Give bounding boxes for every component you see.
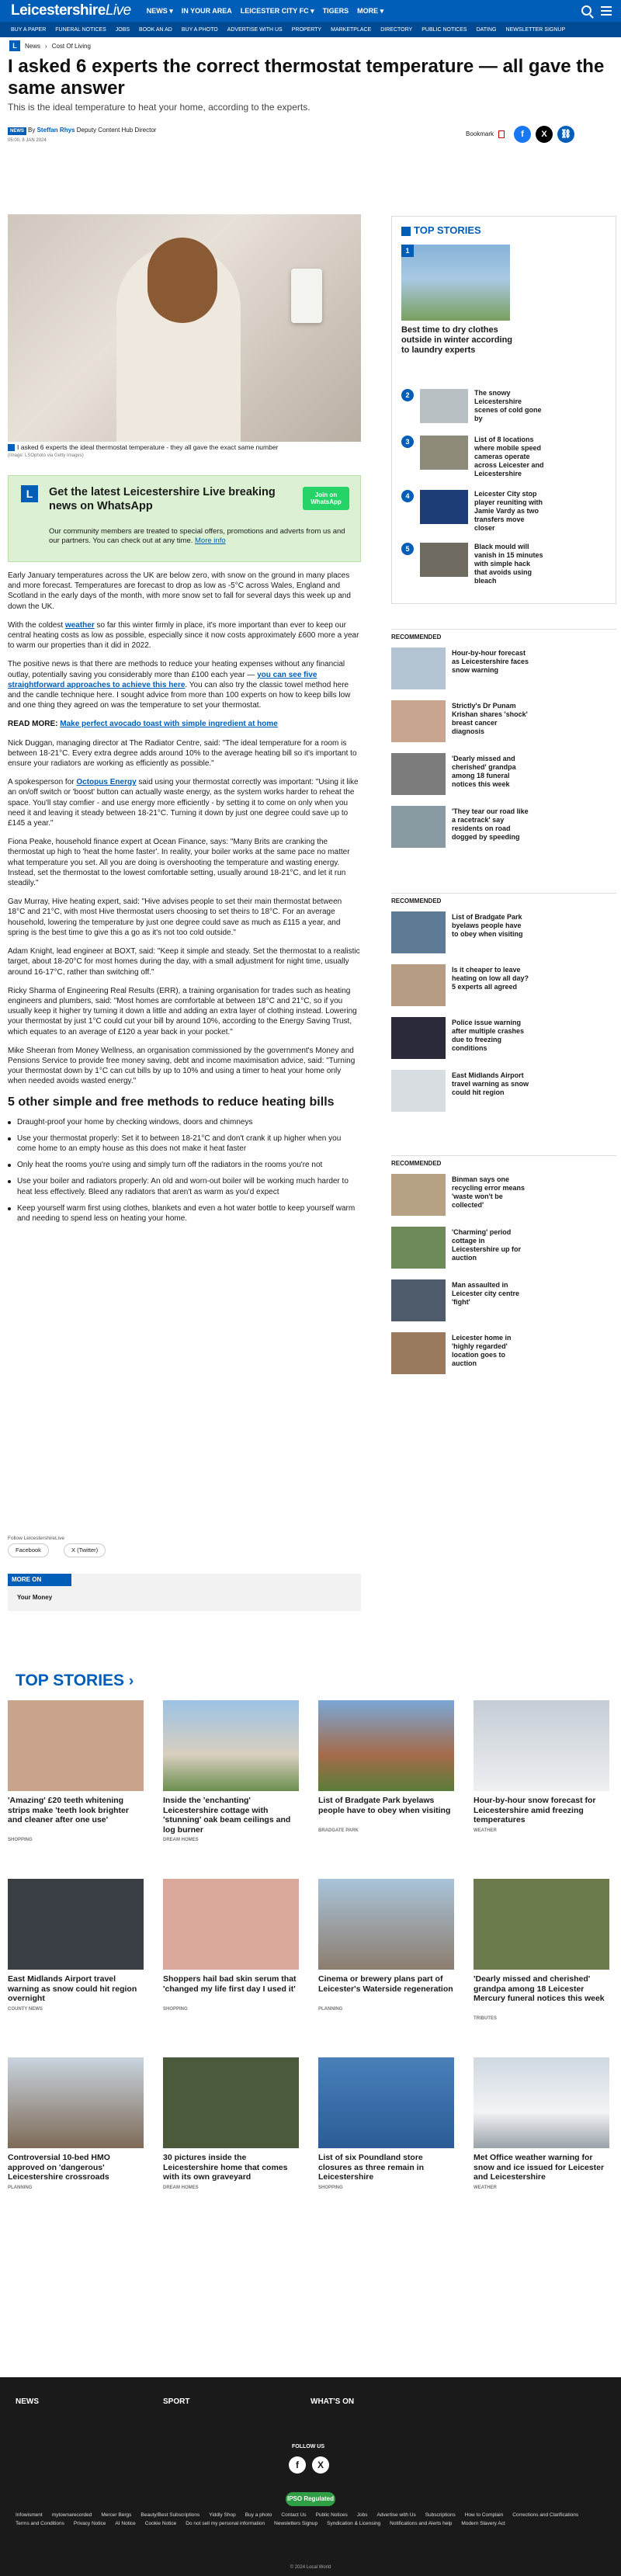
by-prefix: By <box>28 127 36 134</box>
story-image <box>474 1879 609 1970</box>
list-item: Use your boiler and radiators properly: An old and worn-out boiler will be working much harder to heat less effectively. Bleed any radiators that aren't as warm as you'd expect <box>8 1176 361 1196</box>
more-on-label: MORE ON <box>8 1574 71 1586</box>
featured-story-image[interactable] <box>401 245 510 321</box>
story-card[interactable] <box>163 1700 299 1863</box>
copyright: © 2024 Local World <box>290 2565 331 2570</box>
menu-icon[interactable] <box>601 6 612 16</box>
subnav-newsletter[interactable]: NEWSLETTER SIGNUP <box>505 26 566 33</box>
top-bar <box>0 0 621 22</box>
story-thumbnail <box>391 911 446 953</box>
subnav-funeral-notices[interactable]: FUNERAL NOTICES <box>55 26 106 33</box>
list-item[interactable] <box>391 700 616 755</box>
image-caption <box>8 443 361 451</box>
bookmark-label: Bookmark <box>466 130 494 138</box>
story-title: The snowy Leicestershire scenes of cold gone by <box>474 389 542 422</box>
story-title: Met Office weather warning for snow and ice issued for Leicester and Leicestershire <box>474 2153 605 2182</box>
story-title: 'Dearly missed and cherished' grandpa among 18 funeral notices this week <box>452 755 516 788</box>
list-item[interactable] <box>401 436 611 477</box>
story-category: BRADGATE PARK <box>318 1828 359 1833</box>
breadcrumb <box>9 40 91 51</box>
whatsapp-promo <box>8 475 361 562</box>
sidebar-top-stories-label: TOP STORIES <box>414 224 481 236</box>
sidebar-top-stories <box>391 216 616 604</box>
story-title: Strictly's Dr Punam Krishan shares 'shock' breast cancer diagnosis <box>452 702 528 735</box>
sidebar-top-stories-heading <box>401 224 481 236</box>
subnav-marketplace[interactable]: MARKETPLACE <box>331 26 372 33</box>
share-x-icon[interactable]: X <box>536 126 553 143</box>
paragraph: Mike Sheeran from Money Wellness, an organisation commissioned by the government's Money and Pensions Service to provide free money saving, debt and income maximisation advice, said: "Turning your thermostat down by 1°C can cut bills by up to 10% and using a timer to heat your home only when needed avoids wasted energy." <box>8 1046 356 1086</box>
bookmark-icon <box>498 130 505 138</box>
story-thumbnail <box>391 964 446 1006</box>
story-title: 'Amazing' £20 teeth whitening strips make 'teeth look brighter and cleaner after one use' <box>8 1796 129 1824</box>
story-thumbnail <box>420 389 468 423</box>
story-card[interactable] <box>474 2057 609 2220</box>
crumb-cost-of-living[interactable]: Cost Of Living <box>51 42 91 50</box>
story-title: 'They tear our road like a racetrack' say residents on road dogged by speeding <box>452 807 529 841</box>
story-card[interactable] <box>8 2057 144 2220</box>
footer-link[interactable]: Corrections and Clarifications <box>512 2512 579 2518</box>
list-item[interactable] <box>391 753 616 807</box>
list-item[interactable] <box>391 1279 616 1334</box>
top-stories-label: TOP STORIES <box>16 1672 125 1689</box>
story-title: Leicester home in 'highly regarded' location goes to auction <box>452 1334 512 1367</box>
story-thumbnail <box>391 647 446 689</box>
story-thumbnail <box>391 806 446 848</box>
story-category: DREAM HOMES <box>163 1838 199 1842</box>
five-approaches-link[interactable]: you can see five straightforward approaches to achieve this here <box>8 670 317 689</box>
story-card[interactable] <box>163 1879 299 2042</box>
nav-leicester-city-fc[interactable]: LEICESTER CITY FC ▾ <box>240 6 314 15</box>
ipso-regulated-badge[interactable]: IPSO Regulated <box>286 2492 335 2506</box>
footer-x-icon[interactable]: X <box>312 2456 329 2474</box>
story-image <box>318 2057 454 2148</box>
story-title: Is it cheaper to leave heating on low all day? 5 experts all agreed <box>452 966 529 991</box>
read-more <box>8 719 361 729</box>
page-title: I asked 6 experts the correct thermostat temperature — all gave the same answer <box>8 56 605 99</box>
share-link-icon[interactable]: ⛓ <box>557 126 574 143</box>
whatsapp-title: Get the latest Leicestershire Live breaking news on WhatsApp <box>49 486 276 512</box>
story-image <box>8 1700 144 1791</box>
story-title: List of 8 locations where mobile speed cameras operate across Leicester and Leicestershire <box>474 436 544 477</box>
more-on-box <box>8 1574 361 1611</box>
trending-icon <box>401 227 411 236</box>
footer-link[interactable]: Modern Slavery Act <box>461 2521 505 2526</box>
divider <box>391 1155 616 1156</box>
story-category: DREAM HOMES <box>163 2185 199 2190</box>
read-more-link[interactable]: Make perfect avocado toast with simple ingredient at home <box>60 720 278 729</box>
more-info-link[interactable]: More info <box>195 536 226 545</box>
caption-text: I asked 6 experts the ideal thermostat temperature - they all gave the exact same number <box>17 443 279 451</box>
story-category: WEATHER <box>474 2185 497 2190</box>
footer-link[interactable]: Advertise with Us <box>376 2512 416 2518</box>
crumb-news[interactable]: News <box>25 42 41 50</box>
story-image <box>474 2057 609 2148</box>
story-image <box>474 1700 609 1791</box>
crumb-separator: › <box>45 42 47 50</box>
p5-text-a: A spokesperson for <box>8 778 77 787</box>
footer-facebook-icon[interactable]: f <box>289 2456 306 2474</box>
footer-link[interactable]: Newsletters Signup <box>274 2521 318 2526</box>
footer-link[interactable]: Subscriptions <box>425 2512 456 2518</box>
site-logo[interactable] <box>11 2 131 19</box>
subnav-public-notices[interactable]: PUBLIC NOTICES <box>422 26 467 33</box>
story-category: SHOPPING <box>318 2185 343 2190</box>
paragraph: Ricky Sharma of Engineering Real Results (ERR), a training organisation for trades such as heating engineers and plumbers, said: "Most homes are comfortable at between 18°C and 21°C, so if you usually keep it higher try turning it down a little and adding an extra layer of clothing instead. Lowering your thermostat by just 1°C could cut your bill by around 10%, according to the Energy Saving Trust, which equates to an average of £120 a year back in your pocket." <box>8 986 357 1036</box>
story-card[interactable] <box>318 1700 454 1863</box>
nav-in-your-area[interactable]: IN YOUR AREA <box>181 6 232 15</box>
article-body <box>8 571 361 1230</box>
footer-link[interactable]: mytownarecorded <box>51 2512 92 2518</box>
footer-link[interactable]: Mercer Bergs <box>101 2512 132 2518</box>
story-title: List of six Poundland store closures as three remain in Leicestershire <box>318 2153 424 2182</box>
footer-link[interactable]: Buy a photo <box>245 2512 272 2518</box>
recommended-heading: RECOMMENDED <box>391 897 442 904</box>
divider <box>391 893 616 894</box>
story-title: Leicester City stop player reuniting with Jamie Vardy as two transfers move closer <box>474 490 543 532</box>
bookmark-button[interactable] <box>466 130 505 138</box>
p2-text-a: With the coldest <box>8 620 65 630</box>
list-item[interactable] <box>401 543 611 585</box>
story-image <box>163 1879 299 1970</box>
list-item: Only heat the rooms you're using and simply turn off the radiators in the rooms you're not <box>8 1160 361 1170</box>
story-number: 4 <box>401 490 414 502</box>
story-card[interactable] <box>474 1700 609 1863</box>
list-item[interactable] <box>391 647 616 702</box>
hero-image <box>8 214 361 442</box>
brand-main: Leicestershire <box>11 2 106 19</box>
footer-link[interactable]: Jobs <box>356 2512 368 2518</box>
footer-link[interactable]: Syndication & Licensing <box>327 2521 381 2526</box>
story-thumbnail <box>420 543 468 577</box>
story-thumbnail <box>391 1332 446 1374</box>
p3-text-b: . You can also try the classic towel method here and the candle technique here. I sought advice from more than 100 experts on how to keep bills low and one thing they agreed on was the temperature to set your thermostat. <box>8 680 351 710</box>
list-item[interactable] <box>391 1174 616 1228</box>
story-category: PLANNING <box>318 2007 343 2012</box>
story-title: Shoppers hail bad skin serum that 'changed my life first day I used it' <box>163 1974 297 1994</box>
paragraph: Gav Murray, Hive heating expert, said: "Hive advises people to set their main thermostat between 18°C and 21°C, with most Hive thermostat users choosing to set theirs to 18°C. For an average household, lowering the temperature by just one degree could save as much as £115 a year, and spring is the best time to give this a go as it's not too cold outside." <box>8 897 342 937</box>
story-title: Black mould will vanish in 15 minutes with simple hack that avoids using bleach <box>474 543 543 585</box>
nav-more[interactable]: MORE ▾ <box>357 6 384 15</box>
paragraph: Early January temperatures across the UK are below zero, with snow on the ground in many places and more forecast. Temperatures are forecast to drop as low as -5°C across Wales, England and Scotland in the early days of the month, with more snow set to fall for several days this week up and down the UK. <box>8 571 351 611</box>
story-thumbnail <box>391 1174 446 1216</box>
main-nav <box>147 7 383 16</box>
paragraph <box>8 620 361 651</box>
subnav-property[interactable]: PROPERTY <box>291 26 322 33</box>
image-credit: (Image: LSOphoto via Getty Images) <box>8 453 84 458</box>
camera-icon <box>8 444 15 451</box>
footer-link[interactable]: Cookie Notice <box>144 2521 177 2526</box>
subnav-book-an-ad[interactable]: BOOK AN AD <box>139 26 172 33</box>
divider <box>391 629 616 630</box>
twitter-follow-button[interactable]: X (Twitter) <box>64 1543 106 1557</box>
footer-news-link[interactable]: NEWS <box>16 2397 39 2406</box>
paragraph: Adam Knight, lead engineer at BOXT, said: "Keep it simple and steady. Set the thermostat to a realistic target, about 18-20°C for most homes during the day, with a small adjustment for night time, usually around 16-17°C, rather than switching off." <box>8 947 360 977</box>
story-title: Cinema or brewery plans part of Leicester's Waterside regeneration <box>318 1974 453 1994</box>
subnav-dating[interactable]: DATING <box>476 26 497 33</box>
story-image <box>163 2057 299 2148</box>
story-title: List of Bradgate Park byelaws people have to obey when visiting <box>452 913 523 938</box>
story-title: East Midlands Airport travel warning as snow could hit region <box>452 1071 529 1096</box>
list-item[interactable] <box>391 964 616 1019</box>
story-title: Police issue warning after multiple crashes due to freezing conditions <box>452 1019 525 1052</box>
sub-nav <box>0 22 621 37</box>
story-card[interactable] <box>163 2057 299 2220</box>
chevron-right-icon: › <box>128 1673 134 1689</box>
subnav-advertise[interactable]: ADVERTISE WITH US <box>227 26 283 33</box>
more-on-topic[interactable]: Your Money <box>17 1594 53 1601</box>
list-item[interactable] <box>391 1332 616 1387</box>
footer-link[interactable]: Yiddly Shop <box>209 2512 236 2518</box>
story-thumbnail <box>391 753 446 795</box>
story-title: Binman says one recycling error means 'waste won't be collected' <box>452 1175 526 1209</box>
author-line <box>28 127 156 134</box>
thermostat-device <box>291 269 322 323</box>
story-category: TRIBUTES <box>474 2016 497 2021</box>
paragraph <box>8 777 361 828</box>
story-image <box>318 1879 454 1970</box>
story-title: Controversial 10-bed HMO approved on 'dangerous' Leicestershire crossroads <box>8 2153 110 2182</box>
story-title: East Midlands Airport travel warning as snow could hit region overnight <box>8 1974 137 2003</box>
octopus-energy-link[interactable]: Octopus Energy <box>76 778 137 787</box>
paragraph <box>8 659 361 710</box>
subnav-buy-a-photo[interactable]: BUY A PHOTO <box>181 26 218 33</box>
footer-link[interactable]: AI Notice <box>115 2521 136 2526</box>
facebook-follow-button[interactable]: Facebook <box>8 1543 49 1557</box>
tips-list <box>8 1117 361 1224</box>
byline <box>8 121 605 152</box>
brand-live: Live <box>105 2 131 19</box>
footer-sport-link[interactable]: SPORT <box>163 2397 190 2406</box>
list-item: Use your thermostat properly: Set it to between 18-21°C and don't crank it up higher when you come home to an empty house as this does not make it heat faster <box>8 1134 361 1154</box>
story-image <box>8 1879 144 1970</box>
nav-news[interactable]: NEWS ▾ <box>146 6 173 15</box>
story-category: PLANNING <box>8 2185 33 2190</box>
footer-link[interactable]: Contact Us <box>281 2512 307 2518</box>
story-image <box>163 1700 299 1791</box>
story-number: 5 <box>401 543 414 555</box>
story-image <box>8 2057 144 2148</box>
story-thumbnail <box>391 1279 446 1321</box>
footer-link[interactable]: Terms and Conditions <box>16 2521 64 2526</box>
story-category: WEATHER <box>474 1828 497 1833</box>
story-category: COUNTY NEWS <box>8 2007 43 2012</box>
story-title: List of Bradgate Park byelaws people have to obey when visiting <box>318 1796 451 1815</box>
crumb-logo-icon: L <box>9 40 20 51</box>
story-card[interactable] <box>318 1879 454 2042</box>
story-thumbnail <box>391 1227 446 1269</box>
story-card[interactable] <box>8 1879 144 2042</box>
story-card[interactable] <box>8 1700 144 1863</box>
share-facebook-icon[interactable]: f <box>514 126 531 143</box>
p3-text-a: The positive news is that there are methods to reduce your heating expenses without any financial outlay, potentially saving you considerably more than £100 each year — <box>8 660 345 679</box>
footer-link[interactable]: Privacy Notice <box>73 2521 106 2526</box>
read-more-label: READ MORE: <box>8 720 58 729</box>
tips-heading: 5 other simple and free methods to reduce heating bills <box>8 1095 335 1109</box>
list-item[interactable] <box>391 806 616 860</box>
author-role: Deputy Content Hub Director <box>76 127 157 134</box>
hero-hair <box>147 238 217 323</box>
nav-tigers[interactable]: TIGERS <box>322 6 349 15</box>
story-thumbnail <box>420 490 468 524</box>
follow-us-label: FOLLOW US <box>292 2444 324 2449</box>
paragraph: Nick Duggan, managing director at The Radiator Centre, said: "The ideal temperature for a room is between 18-21°C. Every extra degree adds around 10% to the average heating bill so it's important to ensure your radiators are working as efficiently as possible." <box>8 738 357 769</box>
footer-link[interactable]: Notifications and Alerts help <box>390 2521 453 2526</box>
story-title: Hour-by-hour forecast as Leicestershire faces snow warning <box>452 649 529 674</box>
story-title: Hour-by-hour snow forecast for Leicestershire amid freezing temperatures <box>474 1796 596 1824</box>
story-number: 1 <box>401 245 414 257</box>
weather-link[interactable]: weather <box>64 620 95 630</box>
paragraph: Fiona Peake, household finance expert at Ocean Finance, says: "Many Brits are cranking the thermostat up high to 'heat the home faster'. In reality, your boiler works at the same pace no matter what temperature you set. All you are doing is overshooting the temperature and wasting energy. Instead, set the thermostat to the lowest comfortable setting, usually around 18-21°C, and let it run steadily." <box>8 838 350 888</box>
story-title: 'Charming' period cottage in Leicestershire up for auction <box>452 1228 522 1262</box>
story-thumbnail <box>391 1017 446 1059</box>
recommended-heading: RECOMMENDED <box>391 634 442 641</box>
join-whatsapp-button[interactable]: Join on WhatsApp <box>303 487 349 510</box>
footer-link[interactable]: Do not sell my personal information <box>186 2521 265 2526</box>
list-item[interactable] <box>391 1070 616 1124</box>
story-thumbnail <box>391 1070 446 1112</box>
subnav-buy-a-paper[interactable]: BUY A PAPER <box>11 26 47 33</box>
footer-link[interactable]: Beauty/Best Subscriptions <box>141 2512 200 2518</box>
story-title: 30 pictures inside the Leicestershire home that comes with its own graveyard <box>163 2153 288 2182</box>
publish-date: 05:00, 8 JAN 2024 <box>8 138 47 143</box>
story-image <box>318 1700 454 1791</box>
story-category: SHOPPING <box>163 2007 188 2012</box>
footer-link[interactable]: Public Notices <box>315 2512 348 2518</box>
story-title: Man assaulted in Leicester city centre 'fight' <box>452 1281 520 1306</box>
author-name[interactable]: Steffan Rhys <box>36 127 75 134</box>
recommended-heading: RECOMMENDED <box>391 1160 442 1167</box>
news-badge: NEWS <box>8 127 26 135</box>
whatsapp-desc <box>49 527 352 546</box>
list-item[interactable] <box>401 490 611 532</box>
story-thumbnail <box>391 700 446 742</box>
story-number: 3 <box>401 436 414 448</box>
story-number: 2 <box>401 389 414 401</box>
list-item: Keep yourself warm first using clothes, blankets and even a hot water bottle to keep yourself warm and needing to spend less on heating your home. <box>8 1203 361 1224</box>
p5-text-b: said using your thermostat correctly was important: "Using it like an on/off switch or 'boost' button can actually waste energy, as the system works harder to reheat the space. You'll stay comfier - and use energy more efficiently - by setting it to come on only when you need it and leaving it steady between 18-21°C. Turning it down by just one degree could save up to £145 a year." <box>8 778 359 828</box>
search-icon[interactable] <box>581 5 592 16</box>
subnav-directory[interactable]: DIRECTORY <box>380 26 413 33</box>
footer-link[interactable]: Infowisment <box>16 2512 43 2518</box>
story-card[interactable] <box>474 1879 609 2042</box>
list-item: Draught-proof your home by checking windows, doors and chimneys <box>8 1117 361 1127</box>
story-title: Inside the 'enchanting' Leicestershire cottage with 'stunning' oak beam ceilings and log burner <box>163 1796 291 1835</box>
story-card[interactable] <box>318 2057 454 2220</box>
list-item[interactable] <box>391 1017 616 1071</box>
story-thumbnail <box>420 436 468 470</box>
story-category: SHOPPING <box>8 1838 33 1842</box>
promo-logo-icon: L <box>21 485 38 502</box>
list-item[interactable] <box>391 1227 616 1281</box>
follow-label: Follow LeicestershireLive <box>8 1536 64 1541</box>
footer <box>0 2377 621 2576</box>
footer-links <box>16 2512 605 2526</box>
standfirst: This is the ideal temperature to heat your home, according to the experts. <box>8 102 310 113</box>
list-item[interactable] <box>391 911 616 966</box>
story-title: 'Dearly missed and cherished' grandpa among 18 Leicester Mercury funeral notices this week <box>474 1974 605 2003</box>
subnav-jobs[interactable]: JOBS <box>115 26 130 33</box>
list-item[interactable] <box>401 389 611 431</box>
top-stories-heading <box>16 1672 134 1690</box>
footer-whats-on-link[interactable]: WHAT'S ON <box>310 2397 355 2406</box>
featured-story-title[interactable]: Best time to dry clothes outside in winter according to laundry experts <box>401 325 513 355</box>
whatsapp-desc-text: Our community members are treated to special offers, promotions and adverts from us and our partners. You can check out at any time. <box>49 527 345 545</box>
footer-link[interactable]: How to Complain <box>464 2512 504 2518</box>
p2-text-b: so far this winter firmly in place, it's more important than ever to keep our central heating costs as low as possible, especially since it now costs approximately £600 more a year to warm our properties than it did in 2022. <box>8 620 359 651</box>
